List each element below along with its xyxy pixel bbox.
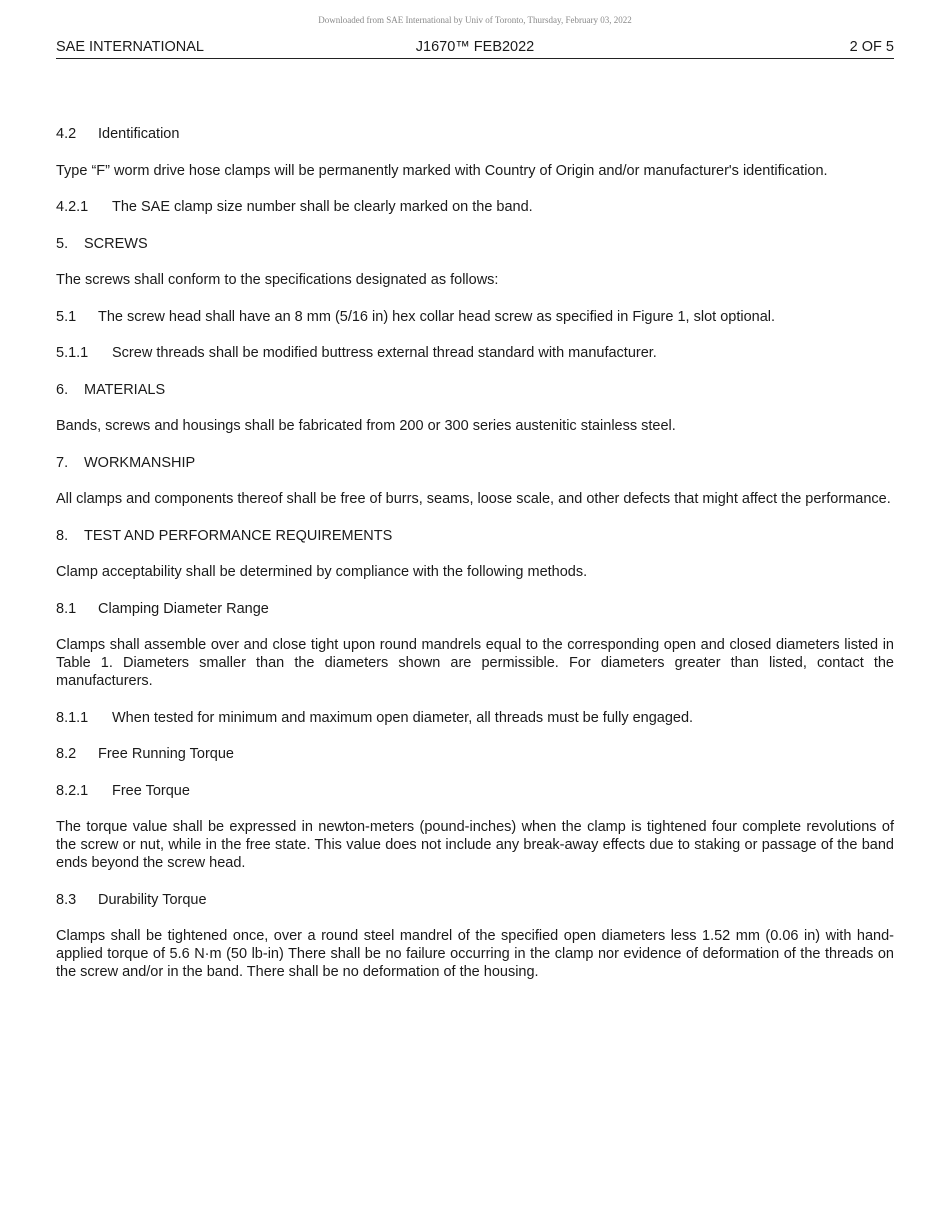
section-title: Clamping Diameter Range	[98, 600, 269, 617]
document-body	[56, 125, 894, 1000]
section-8-3-paragraph: Clamps shall be tightened once, over a round steel mandrel of the specified open diameters less 1.52 mm (0.06 in) with hand-applied torque of 5.6 N·m (50 lb-in) There shall be no failure occurring in the clamp nor evidence of deformation of the threads on the screw and/or in the band. There shall be no deformation of the housing.	[56, 928, 894, 980]
section-title: TEST AND PERFORMANCE REQUIREMENTS	[84, 527, 393, 544]
header-page-number: 2 OF 5	[849, 39, 894, 55]
section-text: When tested for minimum and maximum open diameter, all threads must be fully engaged.	[112, 709, 694, 726]
section-6-paragraph: Bands, screws and housings shall be fabricated from 200 or 300 series austenitic stainless steel.	[56, 418, 676, 434]
section-number: 8.2.1	[56, 782, 89, 799]
section-title: Free Running Torque	[98, 746, 234, 762]
section-number: 7.	[56, 454, 69, 471]
section-8-2-heading	[56, 745, 894, 763]
section-7-heading	[56, 454, 894, 472]
section-title: Free Torque	[112, 782, 190, 799]
section-title: Identification	[98, 126, 180, 142]
section-title: WORKMANSHIP	[84, 454, 196, 471]
section-8-heading	[56, 527, 894, 545]
section-4-2-1	[56, 198, 894, 216]
section-text: The SAE clamp size number shall be clearly marked on the band.	[112, 199, 533, 215]
section-8-2-1-paragraph: The torque value shall be expressed in newton-meters (pound-inches) when the clamp is tightened four complete revolutions of the screw or nut, while in the free state. This value does not include any break-away effects due to staking or passage of the band ends beyond the screw head.	[56, 819, 894, 871]
section-5-1	[56, 308, 894, 326]
section-4-2-heading	[56, 125, 894, 143]
section-8-1-paragraph: Clamps shall assemble over and close tight upon round mandrels equal to the corresponding open and closed diameters listed in Table 1. Diameters smaller than the diameters shown are permissible. For diameters greater than listed, contact the manufacturers.	[56, 637, 894, 689]
section-number: 8.1.1	[56, 709, 89, 726]
section-6-heading	[56, 381, 894, 399]
section-number: 5.	[56, 235, 69, 252]
section-7-paragraph: All clamps and components thereof shall be free of burrs, seams, loose scale, and other defects that might affect the performance.	[56, 491, 891, 507]
header-doc-id: J1670™ FEB2022	[415, 39, 535, 55]
section-8-1-heading	[56, 600, 894, 618]
section-4-2-paragraph: Type “F” worm drive hose clamps will be permanently marked with Country of Origin and/or manufacturer's identification.	[56, 162, 828, 179]
section-title: Durability Torque	[98, 891, 207, 908]
section-number: 5.1.1	[56, 345, 89, 361]
section-number: 8.	[56, 527, 69, 544]
section-5-heading	[56, 235, 894, 253]
section-number: 8.2	[56, 746, 77, 762]
section-number: 4.2.1	[56, 199, 89, 215]
section-text: The screw head shall have an 8 mm (5/16 in) hex collar head screw as specified in Figure 1, slot optional.	[98, 308, 776, 325]
section-title: SCREWS	[84, 235, 148, 252]
section-8-1-1	[56, 709, 894, 727]
section-5-1-1	[56, 344, 894, 362]
section-number: 8.1	[56, 600, 77, 617]
header-org: SAE INTERNATIONAL	[56, 39, 204, 55]
section-title: MATERIALS	[84, 381, 166, 398]
section-number: 4.2	[56, 126, 77, 142]
download-watermark: Downloaded from SAE International by Univ of Toronto, Thursday, February 03, 2022	[318, 15, 632, 25]
section-number: 8.3	[56, 891, 77, 908]
section-8-paragraph: Clamp acceptability shall be determined by compliance with the following methods.	[56, 564, 588, 580]
section-8-3-heading	[56, 891, 894, 909]
section-8-2-1-heading	[56, 782, 894, 800]
section-number: 5.1	[56, 308, 77, 325]
section-number: 6.	[56, 381, 69, 398]
section-text: Screw threads shall be modified buttress external thread standard with manufacturer.	[112, 345, 657, 361]
section-5-paragraph: The screws shall conform to the specifications designated as follows:	[56, 272, 499, 288]
page-header	[56, 38, 894, 59]
